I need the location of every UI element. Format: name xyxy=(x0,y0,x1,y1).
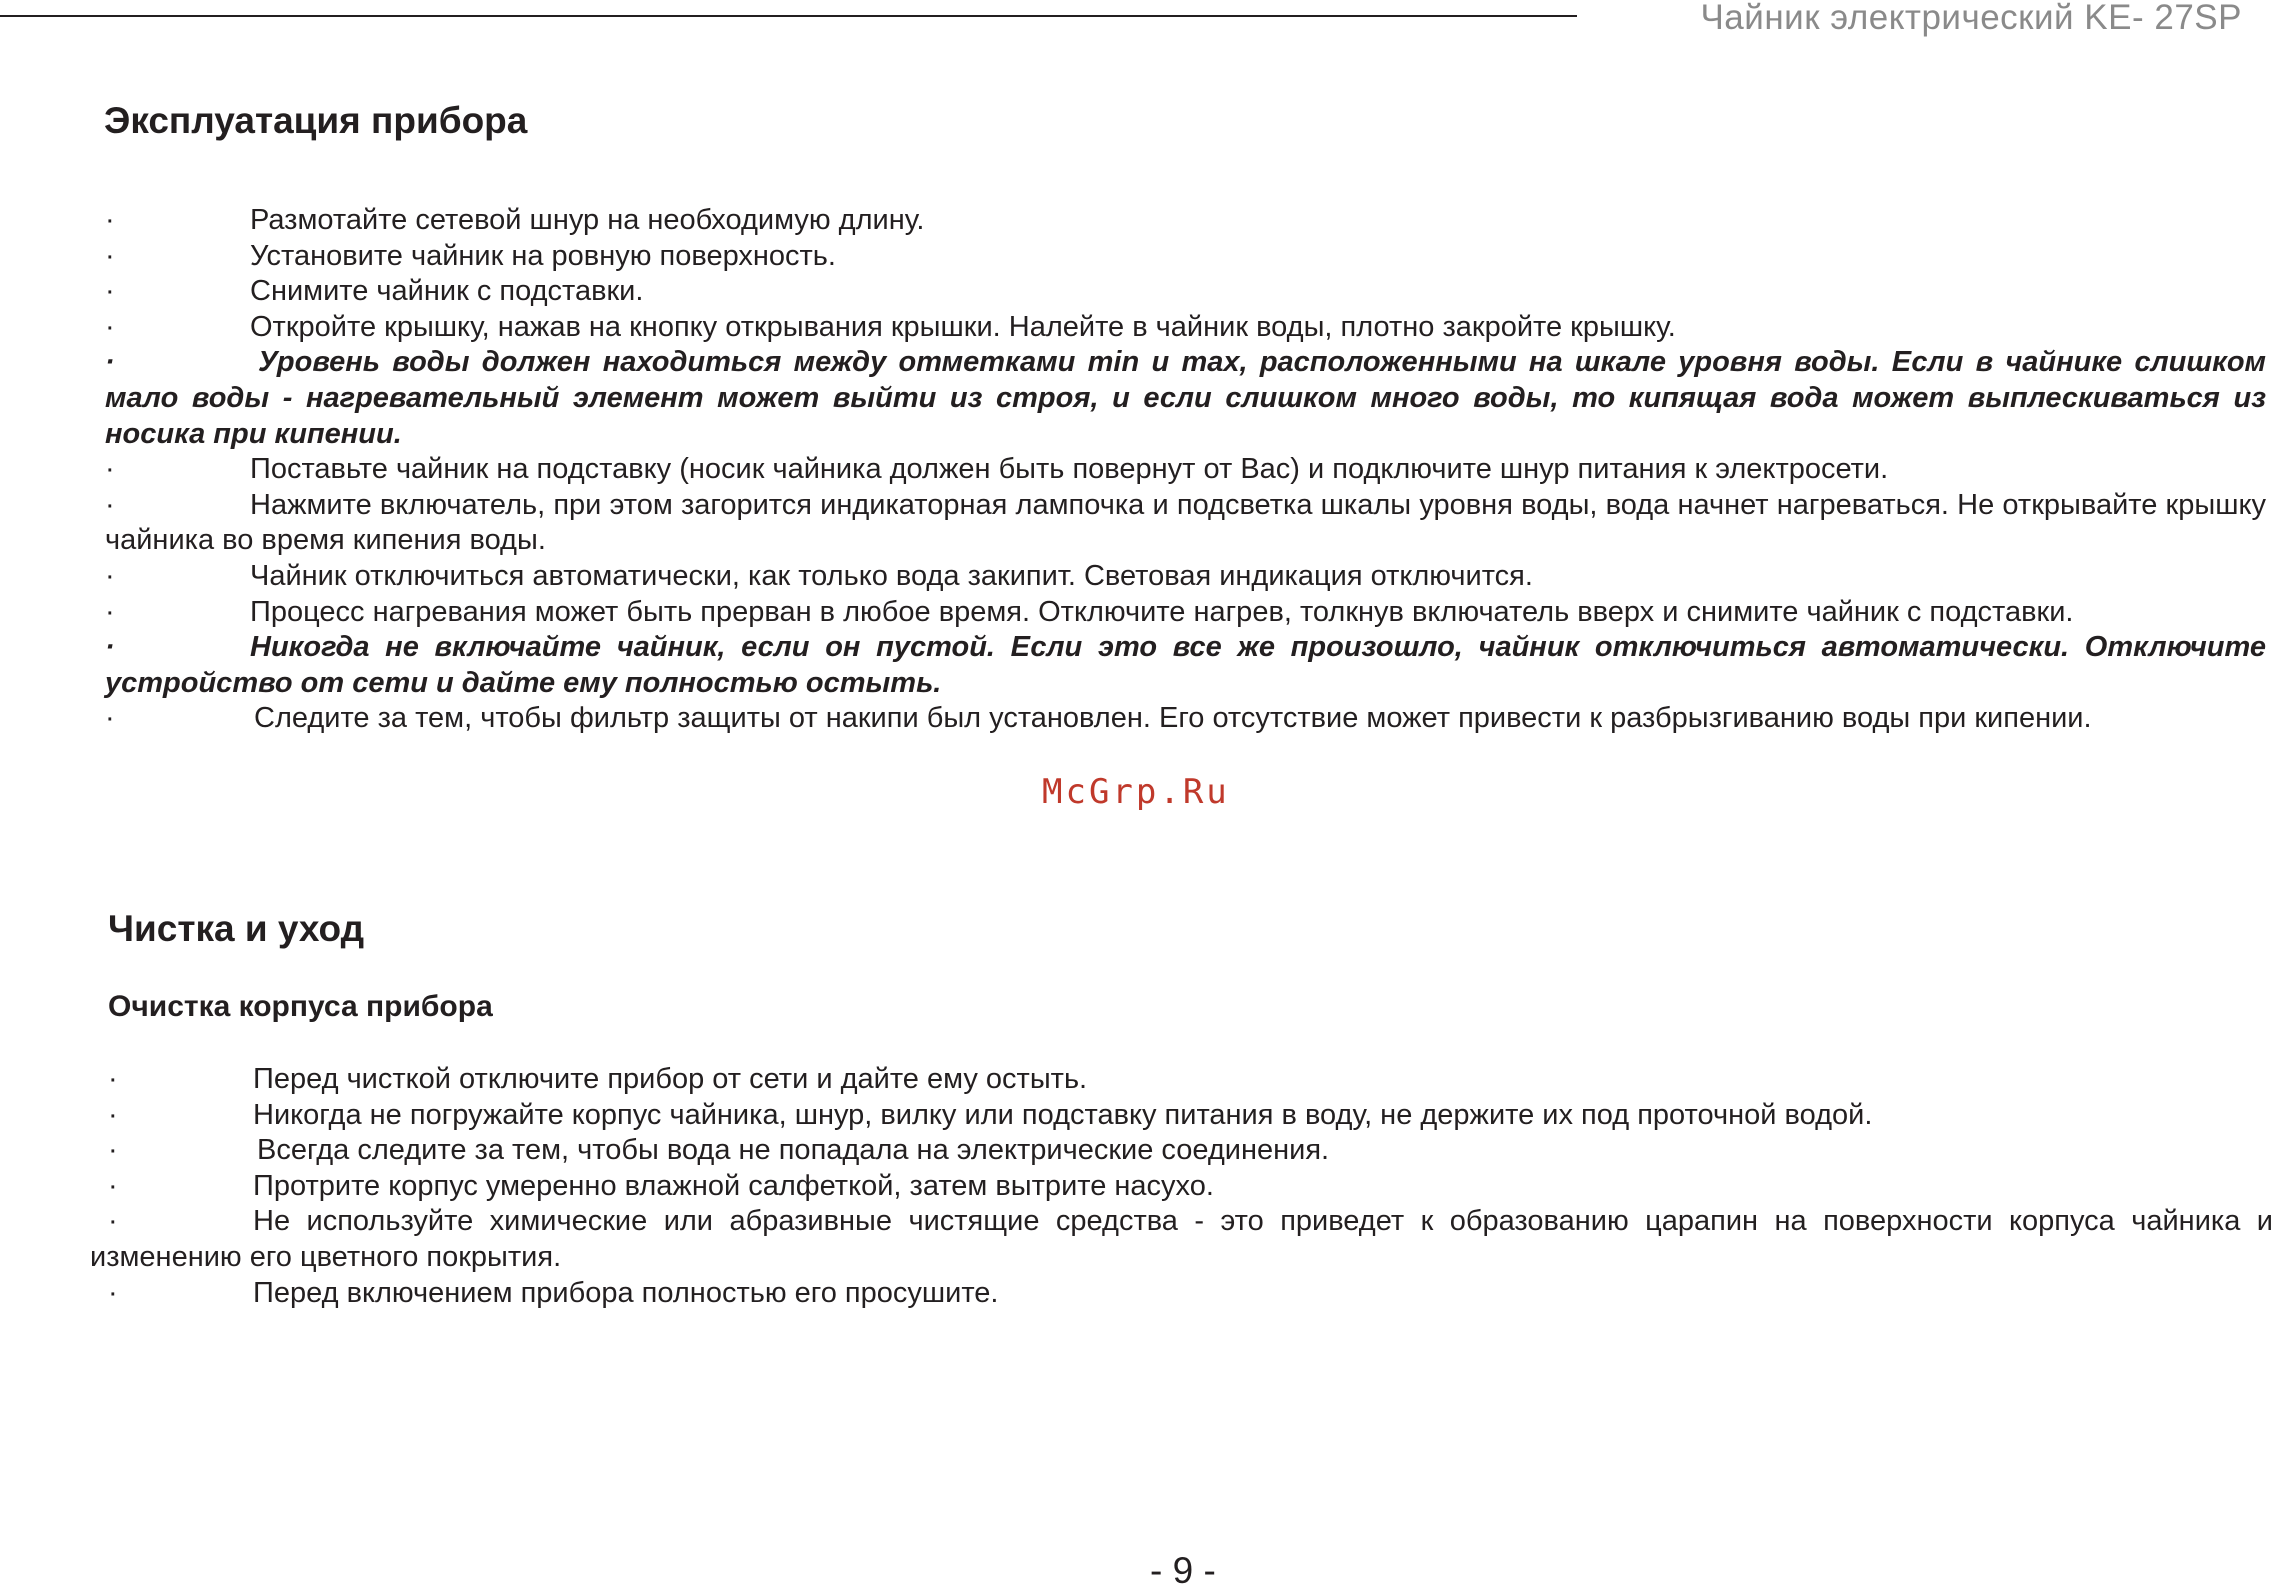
subheading-body-cleaning: Очистка корпуса прибора xyxy=(108,990,493,1023)
list-item: · Следите за тем, чтобы фильтр защиты от накипи был установлен. Его отсутствие может привести к разбрызгиванию воды при кипении. xyxy=(105,701,2266,737)
list-item-warning: · Никогда не включайте чайник, если он пустой. Если это все же произошло, чайник отключиться автоматически. Отключите устройство от сети и дайте ему полностью остыть. xyxy=(105,631,2266,699)
section-heading-care: Чистка и уход xyxy=(108,908,365,949)
list-item: · Не используйте химические или абразивные чистящие средства - это приведет к образованию царапин на поверхности корпуса чайника и изменению его цветного покрытия. xyxy=(90,1205,2273,1273)
bullet: · xyxy=(108,1063,118,1095)
list-item: · Перед чисткой отключите прибор от сети и дайте ему остыть. xyxy=(108,1062,2273,1098)
bullet: · xyxy=(105,702,115,735)
watermark: McGrp.Ru xyxy=(1042,772,1230,812)
bullet: · xyxy=(105,275,115,308)
list-item: · Всегда следите за тем, чтобы вода не попадала на электрические соединения. xyxy=(108,1133,2273,1169)
bullet: · xyxy=(105,346,115,379)
section-heading-operation: Эксплуатация прибора xyxy=(104,100,528,141)
bullet: · xyxy=(108,1205,118,1238)
list-item: · Откройте крышку, нажав на кнопку открывания крышки. Налейте в чайник воды, плотно закройте крышку. xyxy=(105,310,2266,346)
bullet: · xyxy=(105,453,115,486)
bullet: · xyxy=(105,239,115,272)
document-title: Чайник электрический KE- 27SP xyxy=(1700,0,2242,37)
bullet: · xyxy=(108,1098,118,1131)
operation-list xyxy=(105,203,2266,737)
list-item: · Перед включением прибора полностью его просушите. xyxy=(108,1276,2273,1312)
header-rule xyxy=(0,15,1577,17)
bullet: · xyxy=(105,204,115,236)
list-item: · Установите чайник на ровную поверхность. xyxy=(105,239,2266,275)
page-number: - 9 - xyxy=(1150,1550,1216,1591)
bullet: · xyxy=(108,1169,118,1202)
list-item: · Протрите корпус умеренно влажной салфеткой, затем вытрите насухо. xyxy=(108,1169,2273,1205)
bullet: · xyxy=(105,631,115,664)
list-item: · Никогда не погружайте корпус чайника, шнур, вилку или подставку питания в воду, не держите их под проточной водой. xyxy=(108,1098,2273,1134)
bullet: · xyxy=(105,559,115,592)
list-item: · Нажмите включатель, при этом загорится индикаторная лампочка и подсветка шкалы уровня воды, вода начнет нагреваться. Не открывайте крышку чайника во время кипения воды. xyxy=(105,488,2266,557)
bullet: · xyxy=(105,488,115,521)
list-item: · Снимите чайник с подставки. xyxy=(105,274,2266,310)
bullet: · xyxy=(105,595,115,628)
bullet: · xyxy=(108,1134,118,1167)
list-item: · Чайник отключиться автоматически, как только вода закипит. Световая индикация отключится. xyxy=(105,559,2266,595)
bullet: · xyxy=(108,1276,118,1309)
list-item-warning: · Уровень воды должен находиться между отметками min и max, расположенными на шкале уровня воды. Если в чайнике слишком мало воды - нагревательный элемент может выйти из строя, и если слишком много воды, то кипящая вода может выплескиваться из носика при кипении. xyxy=(105,346,2266,450)
bullet: · xyxy=(105,310,115,343)
list-item: · Размотайте сетевой шнур на необходимую длину. xyxy=(105,203,2266,239)
list-item: · Поставьте чайник на подставку (носик чайника должен быть повернут от Вас) и подключите шнур питания к электросети. xyxy=(105,452,2266,488)
care-list xyxy=(90,1062,2273,1311)
list-item: · Процесс нагревания может быть прерван в любое время. Отключите нагрев, толкнув включатель вверх и снимите чайник с подставки. xyxy=(105,595,2266,631)
